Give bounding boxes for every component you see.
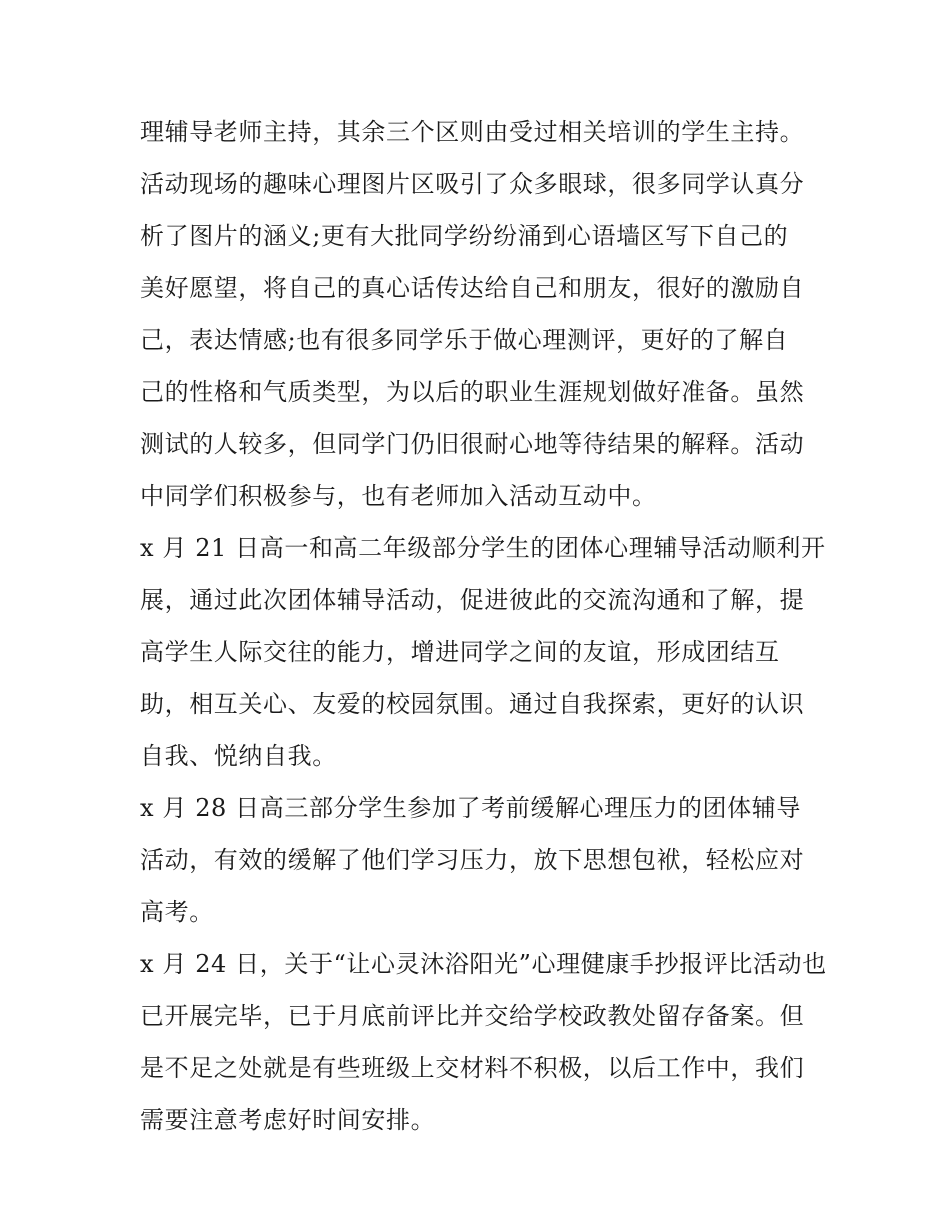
text-line: 己的性格和气质类型，为以后的职业生涯规划做好准备。虽然 — [140, 378, 805, 406]
text-line: 活动现场的趣味心理图片区吸引了众多眼球，很多同学认真分 — [140, 170, 805, 198]
text-line: x 月 21 日高一和高二年级部分学生的团体心理辅导活动顺利开 — [140, 534, 826, 562]
text-line: 测试的人较多，但同学门仍旧很耐心地等待结果的解释。活动 — [140, 430, 805, 458]
body-text — [140, 106, 827, 1146]
text-line: 中同学们积极参与，也有老师加入活动互动中。 — [140, 482, 657, 510]
text-line: 需要注意考虑好时间安排。 — [140, 1106, 436, 1134]
text-line: 展，通过此次团体辅导活动，促进彼此的交流沟通和了解，提 — [140, 586, 805, 614]
text-line: 活动，有效的缓解了他们学习压力，放下思想包袱，轻松应对 — [140, 846, 805, 874]
text-line: 高学生人际交往的能力，增进同学之间的友谊，形成团结互 — [140, 638, 780, 666]
text-line: x 月 28 日高三部分学生参加了考前缓解心理压力的团体辅导 — [140, 794, 801, 822]
text-line: 理辅导老师主持，其余三个区则由受过相关培训的学生主持。 — [140, 118, 805, 146]
text-line: 已开展完毕，已于月底前评比并交给学校政教处留存备案。但 — [140, 1002, 805, 1030]
text-line: 己，表达情感;也有很多同学乐于做心理测评，更好的了解自 — [140, 326, 789, 354]
text-line: 析了图片的涵义;更有大批同学纷纷涌到心语墙区写下自己的 — [140, 222, 789, 250]
text-line: 高考。 — [140, 898, 214, 926]
text-line: 自我、悦纳自我。 — [140, 742, 337, 770]
text-line: 助，相互关心、友爱的校园氛围。通过自我探索，更好的认识 — [140, 690, 805, 718]
text-line: 美好愿望，将自己的真心话传达给自己和朋友，很好的激励自 — [140, 274, 805, 302]
text-line: 是不足之处就是有些班级上交材料不积极，以后工作中，我们 — [140, 1054, 805, 1082]
text-line: x 月 24 日，关于“让心灵沐浴阳光”心理健康手抄报评比活动也 — [140, 950, 827, 978]
